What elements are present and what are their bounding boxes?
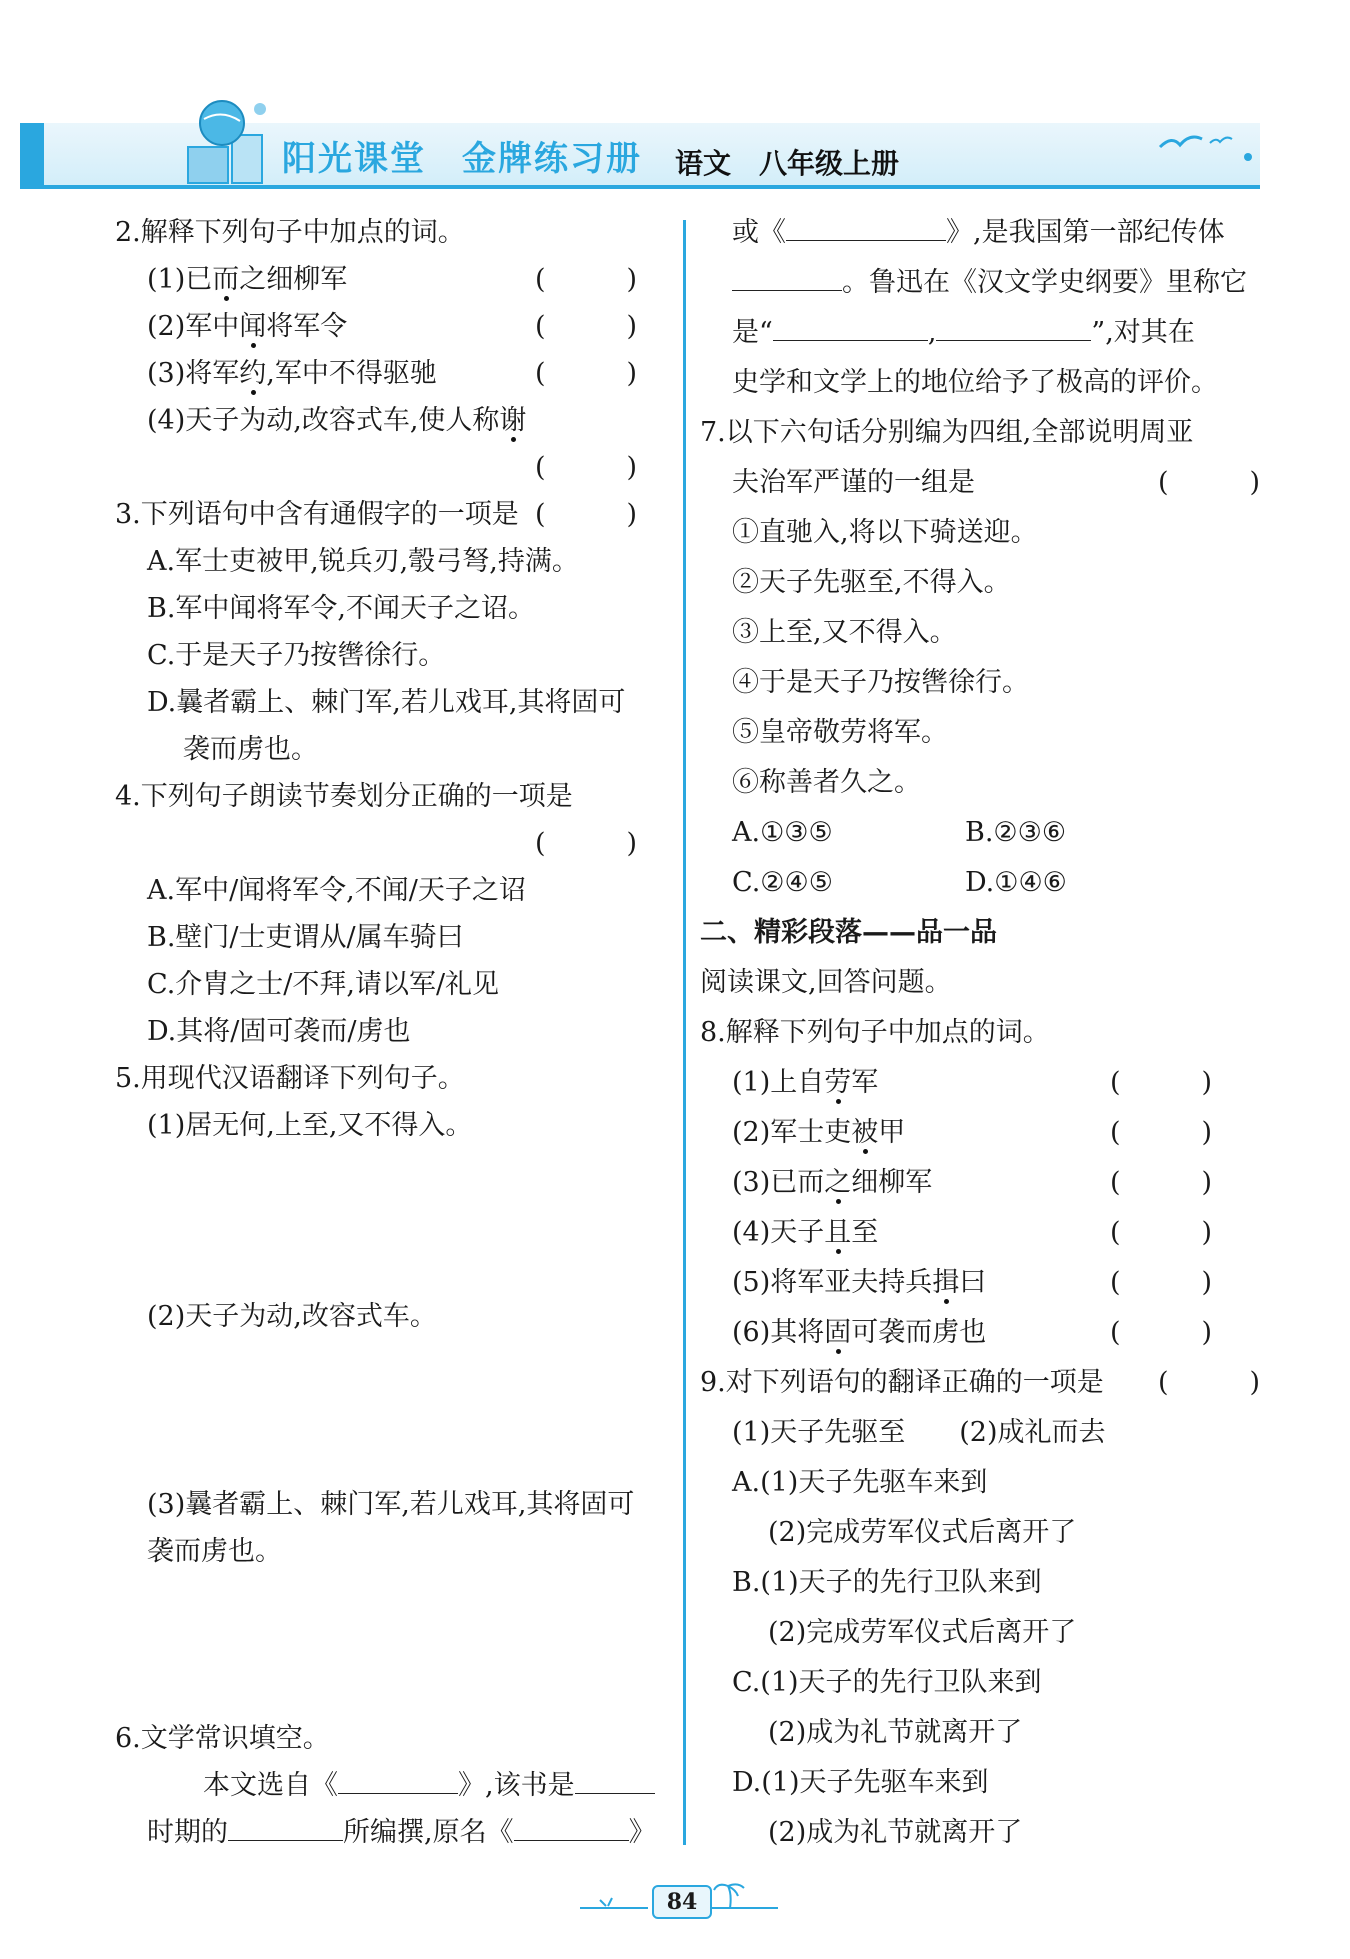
fill-blank[interactable] — [773, 316, 928, 341]
fill-blank[interactable] — [338, 1769, 458, 1794]
header-accent-bar — [20, 123, 44, 189]
q6-line-4: 。鲁迅在《汉文学史纲要》里称它 — [732, 266, 1247, 300]
q7-option-c: C.②④⑤ — [732, 867, 833, 898]
answer-paren[interactable]: ( ) — [1110, 1117, 1213, 1148]
q4-option-a: A.军中/闻将军令,不闻/天子之诏 — [147, 875, 526, 906]
answer-paren[interactable]: ( ) — [1110, 1217, 1213, 1248]
question-7: 7.以下六句话分别编为四组,全部说明周亚 — [700, 417, 1194, 448]
q8-item-6: (6)其将固可袭而虏也 — [732, 1317, 987, 1348]
q3-option-c: C.于是天子乃按辔徐行。 — [147, 640, 446, 671]
q9-sentences: (1)天子先驱至 (2)成礼而去 — [732, 1417, 1106, 1448]
fill-blank[interactable] — [575, 1769, 655, 1794]
q4-option-c: C.介胄之士/不拜,请以军/礼见 — [147, 969, 500, 1000]
q7-statement-1: ①直驰入,将以下骑送迎。 — [732, 517, 1038, 548]
birds-icon — [1150, 117, 1260, 167]
palm-decoration-icon — [580, 1886, 650, 1916]
q3-option-d-cont: 袭而虏也。 — [183, 734, 318, 765]
fill-blank[interactable] — [228, 1816, 343, 1841]
q9-option-a-cont: (2)完成劳军仪式后离开了 — [768, 1517, 1077, 1548]
fill-blank[interactable] — [514, 1816, 629, 1841]
answer-paren[interactable]: ( ) — [1158, 1367, 1261, 1398]
q6-line-6: 史学和文学上的地位给予了极高的评价。 — [732, 367, 1218, 398]
q9-option-b: B.(1)天子的先行卫队来到 — [732, 1567, 1042, 1598]
q8-item-4: (4)天子且至 — [732, 1217, 879, 1248]
q7-statement-2: ②天子先驱至,不得入。 — [732, 567, 1011, 598]
q7-statement-5: ⑤皇帝敬劳将军。 — [732, 717, 948, 748]
q2-item-4: (4)天子为动,改容式车,使人称谢 — [147, 405, 527, 436]
q9-option-a: A.(1)天子先驱车来到 — [732, 1467, 988, 1498]
q3-option-b: B.军中闻将军令,不闻天子之诏。 — [147, 593, 536, 624]
globe-logo-icon — [180, 95, 280, 189]
page-header — [20, 95, 1260, 190]
q9-option-b-cont: (2)完成劳军仪式后离开了 — [768, 1617, 1077, 1648]
brand-title: 阳光课堂 金牌练习册 — [282, 139, 642, 179]
answer-paren[interactable]: ( ) — [535, 828, 638, 859]
q7-statement-4: ④于是天子乃按辔徐行。 — [732, 667, 1029, 698]
question-3: 3.下列语句中含有通假字的一项是 — [115, 499, 519, 530]
answer-paren[interactable]: ( ) — [1110, 1167, 1213, 1198]
question-9: 9.对下列语句的翻译正确的一项是 — [700, 1367, 1104, 1398]
q7-statement-3: ③上至,又不得入。 — [732, 617, 957, 648]
q6-line-1: 本文选自《 》,该书是 — [203, 1769, 655, 1803]
answer-paren[interactable]: ( ) — [1110, 1267, 1213, 1298]
q9-option-c: C.(1)天子的先行卫队来到 — [732, 1667, 1042, 1698]
q6-line-3: 或《 》,是我国第一部纪传体 — [732, 217, 1225, 248]
q3-option-d: D.曩者霸上、棘门军,若儿戏耳,其将固可 — [147, 687, 626, 718]
question-2: 2.解释下列句子中加点的词。 — [115, 217, 465, 248]
q5-item-3-cont: 袭而虏也。 — [147, 1536, 282, 1567]
answer-paren[interactable]: ( ) — [535, 311, 638, 342]
q5-item-3: (3)曩者霸上、棘门军,若儿戏耳,其将固可 — [147, 1489, 635, 1520]
q7-option-b: B.②③⑥ — [965, 817, 1067, 848]
question-5: 5.用现代汉语翻译下列句子。 — [115, 1063, 465, 1094]
q3-option-a: A.军士吏被甲,锐兵刃,彀弓弩,持满。 — [147, 546, 579, 577]
answer-paren[interactable]: ( ) — [1110, 1067, 1213, 1098]
q4-option-d: D.其将/固可袭而/虏也 — [147, 1016, 411, 1047]
q7-option-a: A.①③⑤ — [732, 817, 833, 848]
q9-option-d-cont: (2)成为礼节就离开了 — [768, 1817, 1023, 1848]
q4-option-b: B.壁门/士吏谓从/属车骑曰 — [147, 922, 464, 953]
q8-item-3: (3)已而之细柳军 — [732, 1167, 933, 1198]
q8-item-5: (5)将军亚夫持兵揖曰 — [732, 1267, 987, 1298]
fill-blank[interactable] — [732, 266, 842, 291]
answer-paren[interactable]: ( ) — [535, 358, 638, 389]
page-number: 84 — [652, 1885, 712, 1919]
q2-item-3: (3)将军约,军中不得驱驰 — [147, 358, 437, 389]
question-7-cont: 夫治军严谨的一组是 — [732, 467, 975, 498]
answer-paren[interactable]: ( ) — [535, 264, 638, 295]
answer-paren[interactable]: ( ) — [535, 452, 638, 483]
column-divider — [683, 220, 686, 1845]
q7-statement-6: ⑥称善者久之。 — [732, 767, 921, 798]
q2-item-1: (1)已而之细柳军 — [147, 264, 348, 295]
q9-option-c-cont: (2)成为礼节就离开了 — [768, 1717, 1023, 1748]
q6-line-2: 时期的 所编撰,原名《 》 — [147, 1817, 656, 1848]
q5-item-2: (2)天子为动,改容式车。 — [147, 1301, 437, 1332]
answer-paren[interactable]: ( ) — [1158, 467, 1261, 498]
fill-blank[interactable] — [786, 216, 946, 241]
q9-option-d: D.(1)天子先驱车来到 — [732, 1767, 989, 1798]
question-8: 8.解释下列句子中加点的词。 — [700, 1017, 1050, 1048]
page-footer — [580, 1880, 780, 1925]
q7-option-d: D.①④⑥ — [965, 867, 1067, 898]
q8-item-2: (2)军士吏被甲 — [732, 1117, 906, 1148]
question-4: 4.下列句子朗读节奏划分正确的一项是 — [115, 781, 573, 812]
subject-title: 语文 八年级上册 — [675, 147, 900, 180]
q5-item-1: (1)居无何,上至,又不得入。 — [147, 1110, 473, 1141]
section-instruction: 阅读课文,回答问题。 — [700, 967, 952, 998]
question-6: 6.文学常识填空。 — [115, 1723, 330, 1754]
q6-line-5: 是“ , ”,对其在 — [732, 317, 1195, 348]
palm-tree-icon — [710, 1880, 780, 1920]
answer-paren[interactable]: ( ) — [1110, 1317, 1213, 1348]
fill-blank[interactable] — [936, 316, 1091, 341]
q8-item-1: (1)上自劳军 — [732, 1067, 879, 1098]
answer-paren[interactable]: ( ) — [535, 499, 638, 530]
q2-item-2: (2)军中闻将军令 — [147, 311, 348, 342]
section-heading: 二、精彩段落——品一品 — [700, 917, 997, 948]
